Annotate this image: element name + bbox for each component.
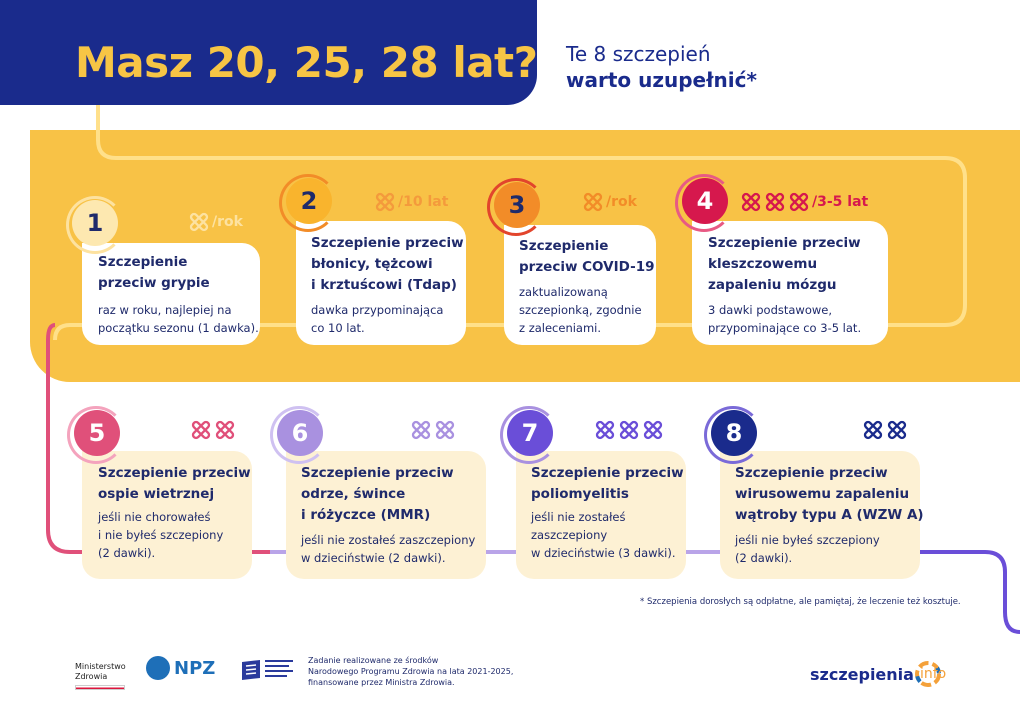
frequency-2: /10 lat <box>374 192 448 212</box>
page-subtitle-line2: warto uzupełnić* <box>566 68 757 92</box>
vaccine-number-badge-1: 1 <box>72 200 118 246</box>
nizp-text-lines <box>265 658 295 682</box>
frequency-8 <box>862 420 908 440</box>
vaccine-number-badge-7: 7 <box>507 410 553 456</box>
plaster-icon <box>214 420 236 440</box>
vaccine-title-1: Szczepienie przeciw grypie <box>98 254 210 291</box>
page-title: Masz 20, 25, 28 lat? <box>75 38 538 87</box>
plaster-icon <box>594 420 616 440</box>
vaccine-title-8: Szczepienie przeciw wirusowemu zapaleniu wątroby typu A (WZW A) <box>735 465 924 523</box>
vaccine-text-2: dawka przypominająca co 10 lat. <box>311 303 444 335</box>
frequency-1: /rok <box>188 212 243 232</box>
plaster-icon <box>886 420 908 440</box>
vaccine-text-1: raz w roku, najlepiej na początku sezonu (1 dawka). <box>98 303 259 335</box>
plaster-icon <box>788 192 810 212</box>
frequency-7 <box>594 420 664 440</box>
brand-logo[interactable] <box>810 660 946 688</box>
vaccine-number-badge-8: 8 <box>711 410 757 456</box>
vaccine-title-7: Szczepienie przeciw poliomyelitis <box>531 465 684 502</box>
npz-logo: NPZ <box>146 656 215 680</box>
vaccine-text-6: jeśli nie zostałeś zaszczepiony w dzieciństwie (2 dawki). <box>301 533 476 565</box>
nizp-logo <box>240 658 295 682</box>
vaccine-title-2: Szczepienie przeciw błonicy, tężcowi i krztuścowi (Tdap) <box>311 235 464 293</box>
vaccine-title-3: Szczepienie przeciw COVID-19 <box>519 238 655 275</box>
plaster-icon <box>434 420 456 440</box>
ministry-flag-icon <box>75 685 125 690</box>
vaccine-title-6: Szczepienie przeciw odrze, śwince i różyczce (MMR) <box>301 465 454 523</box>
page-subtitle-line1: Te 8 szczepień <box>566 42 711 66</box>
vaccine-number-badge-5: 5 <box>74 410 120 456</box>
brand-info: info <box>919 666 947 682</box>
vaccine-number-badge-4: 4 <box>682 178 728 224</box>
vaccine-number-badge-6: 6 <box>277 410 323 456</box>
frequency-5 <box>190 420 236 440</box>
footnote: * Szczepienia dorosłych są odpłatne, ale pamiętaj, że leczenie też kosztuje. <box>640 597 961 607</box>
plaster-icon <box>764 192 786 212</box>
vaccine-text-3: zaktualizowaną szczepionką, zgodnie z zaleceniami. <box>519 285 642 335</box>
vaccine-title-5: Szczepienie przeciw ospie wietrznej <box>98 465 251 502</box>
brand-name: szczepienia <box>810 664 914 684</box>
nizp-icon <box>240 658 262 682</box>
frequency-4: /3-5 lat <box>740 192 868 212</box>
plaster-icon <box>618 420 640 440</box>
vaccine-text-8: jeśli nie byłeś szczepiony (2 dawki). <box>735 533 880 565</box>
npz-circle-icon <box>146 656 170 680</box>
vaccine-number-badge-2: 2 <box>286 178 332 224</box>
vaccine-title-4: Szczepienie przeciw kleszczowemu zapaleniu mózgu <box>708 235 861 293</box>
vaccine-text-4: 3 dawki podstawowe, przypominające co 3-5 lat. <box>708 303 862 335</box>
plaster-icon <box>582 192 604 212</box>
plaster-icon <box>642 420 664 440</box>
vaccine-text-7: jeśli nie zostałeś zaszczepiony w dzieciństwie (3 dawki). <box>531 510 676 560</box>
frequency-6 <box>410 420 456 440</box>
funding-note: Zadanie realizowane ze środków Narodowego Programu Zdrowia na lata 2021-2025, finansowane przez Ministra Zdrowia. <box>308 656 514 687</box>
vaccine-text-5: jeśli nie chorowałeś i nie byłeś szczepiony (2 dawki). <box>98 510 224 560</box>
plaster-icon <box>188 212 210 232</box>
plaster-icon <box>862 420 884 440</box>
plaster-icon <box>374 192 396 212</box>
ministry-logo: Ministerstwo Zdrowia <box>75 662 126 681</box>
plaster-icon <box>190 420 212 440</box>
plaster-icon <box>410 420 432 440</box>
frequency-3: /rok <box>582 192 637 212</box>
plaster-icon <box>740 192 762 212</box>
vaccine-number-badge-3: 3 <box>494 182 540 228</box>
